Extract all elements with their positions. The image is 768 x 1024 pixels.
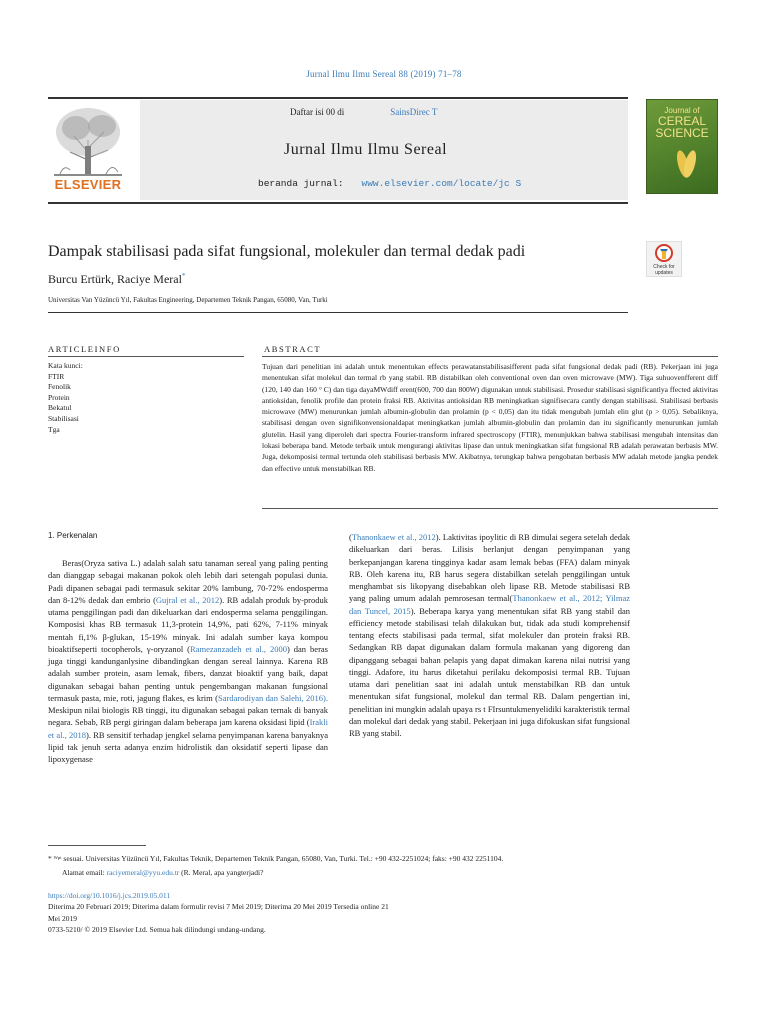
elsevier-wordmark: ELSEVIER bbox=[54, 177, 122, 192]
paper-title: Dampak stabilisasi pada sifat fungsional, molekuler dan termal dedak padi bbox=[48, 243, 526, 260]
body-text: ). RB adalah produk by-produk utama penggilingan padi dan dikeluarkan dari endosperma selama penggilingan. Komposisi khas RB termasuk 11,3-protein 14,9%, pati 62%, 7-11% minyak mentah fi,1% β-glukan, 15-19% minyak. Ini adalah sumber kaya kompou bioaktifseperti tocopherols, γ-oryzanol ( bbox=[48, 594, 328, 654]
keyword: FTIR bbox=[48, 371, 65, 381]
journal-cover-image bbox=[646, 99, 718, 194]
email-label: Alamat email: bbox=[62, 868, 105, 877]
keyword: Stabilisasi bbox=[48, 413, 79, 423]
contents-label: Daftar isi 00 di bbox=[290, 107, 345, 117]
article-dates: Diterima 20 Februari 2019; Diterima dalam formulir revisi 7 Mei 2019; Diterima 20 Mei 2019 Tersedia online 21 bbox=[48, 902, 389, 912]
body-text: ) dan beras juga tinggi kandunganlysine dibandingkan dengan sereal lainnya. Karena RB adalah sumber protein, asam lemak, fibers, danzat bioaktif yang baik, dapat digunakan sebagai bahan penting untuk pengembangan makanan fungsional termasuk pasta, mie, roti, jagung flakes, es krim ( bbox=[48, 643, 328, 703]
footnote-mark: * ᵂᵖᵗ bbox=[48, 854, 62, 863]
cover-line1: Journal of bbox=[664, 106, 700, 115]
citation-link[interactable]: Thanonkaew et al., 2012; Yilmaz dan Tuncel, 2015 bbox=[349, 593, 631, 616]
body-text: ). RB sensitif terhadap jengkel selama penyimpanan karena banyaknya lipid tak jenuh serta adanya enzim hidrolistik dan oksidatif seperti lipase dan lipoxygenase bbox=[48, 729, 328, 764]
citation-link[interactable]: Irakli et al., 2018 bbox=[48, 717, 328, 740]
crossmark-line1: Check for bbox=[653, 264, 675, 270]
article-info-heading: ARTICLEINFO bbox=[48, 344, 121, 354]
keyword: Tga bbox=[48, 424, 60, 434]
citation-link[interactable]: Sardarodiyan dan Salehi, 2016). bbox=[217, 692, 328, 703]
contents-line bbox=[290, 107, 437, 117]
keyword: Bekatul bbox=[48, 403, 72, 413]
article-info-rule bbox=[48, 356, 244, 357]
homepage-link[interactable]: www.elsevier.com/locate/jc S bbox=[361, 178, 522, 189]
cover-cereal: CEREAL bbox=[657, 114, 707, 128]
corresponding-author-mark[interactable]: * bbox=[181, 272, 186, 280]
keywords-block bbox=[48, 361, 83, 435]
footnote-text: sesuai. Universitas Yüzüncü Yıl, Fakultas Teknik, Departemen Teknik Pangan, 65080, Van, Turki. Tel.: +90 432-2251024; faks: +90 432 2251104. bbox=[61, 854, 504, 863]
sciencedirect-link[interactable]: SainsDirec T bbox=[390, 107, 438, 117]
article-dates-cont: Mei 2019 bbox=[48, 913, 77, 923]
cover-science: SCIENCE bbox=[655, 126, 709, 140]
authors bbox=[48, 272, 185, 287]
abstract-bottom-rule bbox=[262, 508, 718, 509]
check-for-updates-icon[interactable] bbox=[646, 241, 682, 277]
affiliation: Universitas Van Yüzüncü Yıl, Fakultas Engineering, Departemen Teknik Pangan, 65080, Van, Turki bbox=[48, 296, 328, 304]
abstract-heading: ABSTRACT bbox=[264, 344, 322, 354]
keyword: Protein bbox=[48, 392, 70, 402]
body-column-right bbox=[349, 531, 630, 739]
keyword: Fenolik bbox=[48, 382, 71, 392]
grain-icon bbox=[675, 146, 697, 182]
abstract-text: Tujuan dari penelitian ini adalah untuk menentukan effects perawatanstabilisasifferent pada sifat fungsional dedak padi (RB). Pekerjaan ini juga menentukan sifat molekul dan termal rb yang stabil. RB distabilkan oleh conventional oven dan oven microwave (MW). Tiga suhuovenfferent diff (120, 140 dan 160 ° C) dan tiga dayaMWdiff erent(600, 700 dan 800W) digunakan untuk stabilisasi. Prosedur stabilisasi significantlya ffected aktivitas antioksidan, fenolik profile dan protein fraksi RB. Aktivitas antioksidan RB meningkatkan signifisecara cantly dengan stabilisasi. Stabilisasi berbasis microwave (MW) menurunkan jumlah albumin-globulin dan prolamin (p < 0,05) dan itu tidak mengubah jumlah elin glut (p > 0,05). Sebaliknya, stabilisasi dengan oven signifikonvensionaldapat meningkatkan jumlah albumin-globulin dan prolamin dan itu significantly menurunkan jumlah glutelin. Hasil yang diperoleh dari spectra Fourier-transform infrared spectroscopy (FTIR), menunjukkan bahwa stabilisasi mengubah intensitas dan lokasi beberapa band. Metode terbaik untuk mengurangi aktivitas lipase dan untuk meningkatkan sifat fungsional RB adalah perawatan berbasis MW. Juga, dekomposisi termal tertunda oleh stabilisasi berbasis MW. Akibatnya, terungkap bahwa pengobatan berbasis MW adalah metode jangka pendek dan effective untuk menstabilkan RB. bbox=[262, 362, 718, 473]
header-bottom-rule bbox=[48, 202, 628, 204]
top-rule bbox=[48, 97, 628, 99]
body-text: ). Beberapa karya yang menentukan sifat RB yang stabil dan efficiency metode stabilisasi telah dilakukan but, tidak ada studi komprehensif tentang efects stabilisasi pada termal, sifat molekuler dan protein fraksi RB. Sedangkan RB dapat digunakan dalam formula makanan yang digoreng dan dipanggang sebagai bahan pelapis yang dapat dimakan karena nilai nutrisi yang tinggi. Adafore, itu harus diketahui perilaku dekomposisi termal RB. Tujuan utama dari penelitian saat ini adalah untuk menstabilkan RB dan untuk menentukan sifat fungsional, molekul dan termal RB. Dalam pengertian ini, penelitian ini mungkin adalah upaya rs t FIrsuntukmenyelidiki karakteristik termal dan molekul dari dedak yang stabil. Pekerjaan ini juga difokuskan sifat fungsional RB yang stabil. bbox=[349, 605, 630, 738]
footnote bbox=[48, 852, 648, 880]
affiliation-rule bbox=[48, 312, 628, 313]
doi-link[interactable]: https://doi.org/10.1016/j.jcs.2019.05.011 bbox=[48, 891, 171, 900]
journal-reference-link[interactable]: Jurnal Ilmu Ilmu Sereal 88 (2019) 71–78 bbox=[306, 69, 462, 79]
author-names: Burcu Ertürk, Raciye Meral bbox=[48, 272, 182, 286]
email-link[interactable]: raciyemeral@yyu.edu.tr bbox=[106, 868, 180, 877]
body-text: Beras(Oryza sativa L.) adalah salah satu tanaman sereal yang paling penting dan dianggap sebagai makanan pokok oleh lebih dari setengah populasi dunia. Padi dipanen sebagai padi termasuk sekitar 20% lambung, 70-72% endosperma dan 8-12% dedak dan embrio ( bbox=[48, 558, 328, 605]
abstract-rule bbox=[262, 356, 718, 357]
homepage-line bbox=[258, 178, 521, 189]
body-text: ). Laktivitas ipoylitic di RB dimulai segera setelah dedak dikeluarkan dari beras. Lilisis berlanjut dengan penyimpanan yang berkepanjangan karena tingginya kadar asam lemak bebas (FFA) dalam minyak RB. Oleh karena itu, RB harus segera distabilkan setelah penggilingan untuk menghambat sis likopyang disebabkan oleh lipase RB. Metode stabilisasi RB yang paling umum adalah pemrosesan termal( bbox=[349, 532, 630, 604]
journal-title: Jurnal Ilmu Ilmu Sereal bbox=[284, 141, 448, 158]
copyright: 0733-5210/ © 2019 Elsevier Ltd. Semua hak dilindungi undang-undang. bbox=[48, 924, 266, 934]
footnote-rule bbox=[48, 845, 146, 846]
body-text: Meskipun nilai biologis RB tinggi, itu digunakan sebagai pakan ternak di banyak negara. Sebab, RB pergi giringan dalam beberapa jam karena oksidasi lipid ( bbox=[48, 705, 328, 728]
crossmark-line2: updates bbox=[655, 270, 673, 276]
homepage-label: beranda jurnal: bbox=[258, 178, 344, 189]
body-column-left bbox=[48, 557, 328, 765]
body-text: ( bbox=[349, 532, 352, 542]
citation-link[interactable]: Ramezanzadeh et al., 2000 bbox=[190, 643, 287, 654]
keywords-label: Kata kunci: bbox=[48, 361, 83, 370]
citation-link[interactable]: Thanonkaew et al., 2012 bbox=[351, 532, 436, 542]
citation-link[interactable]: Gujral et al., 2012 bbox=[155, 594, 220, 605]
email-note: (R. Meral, apa yangterjadi? bbox=[181, 868, 264, 877]
cover-line2 bbox=[647, 115, 717, 139]
doi-block bbox=[48, 890, 488, 935]
section-heading-introduction: 1. Perkenalan bbox=[48, 531, 98, 540]
